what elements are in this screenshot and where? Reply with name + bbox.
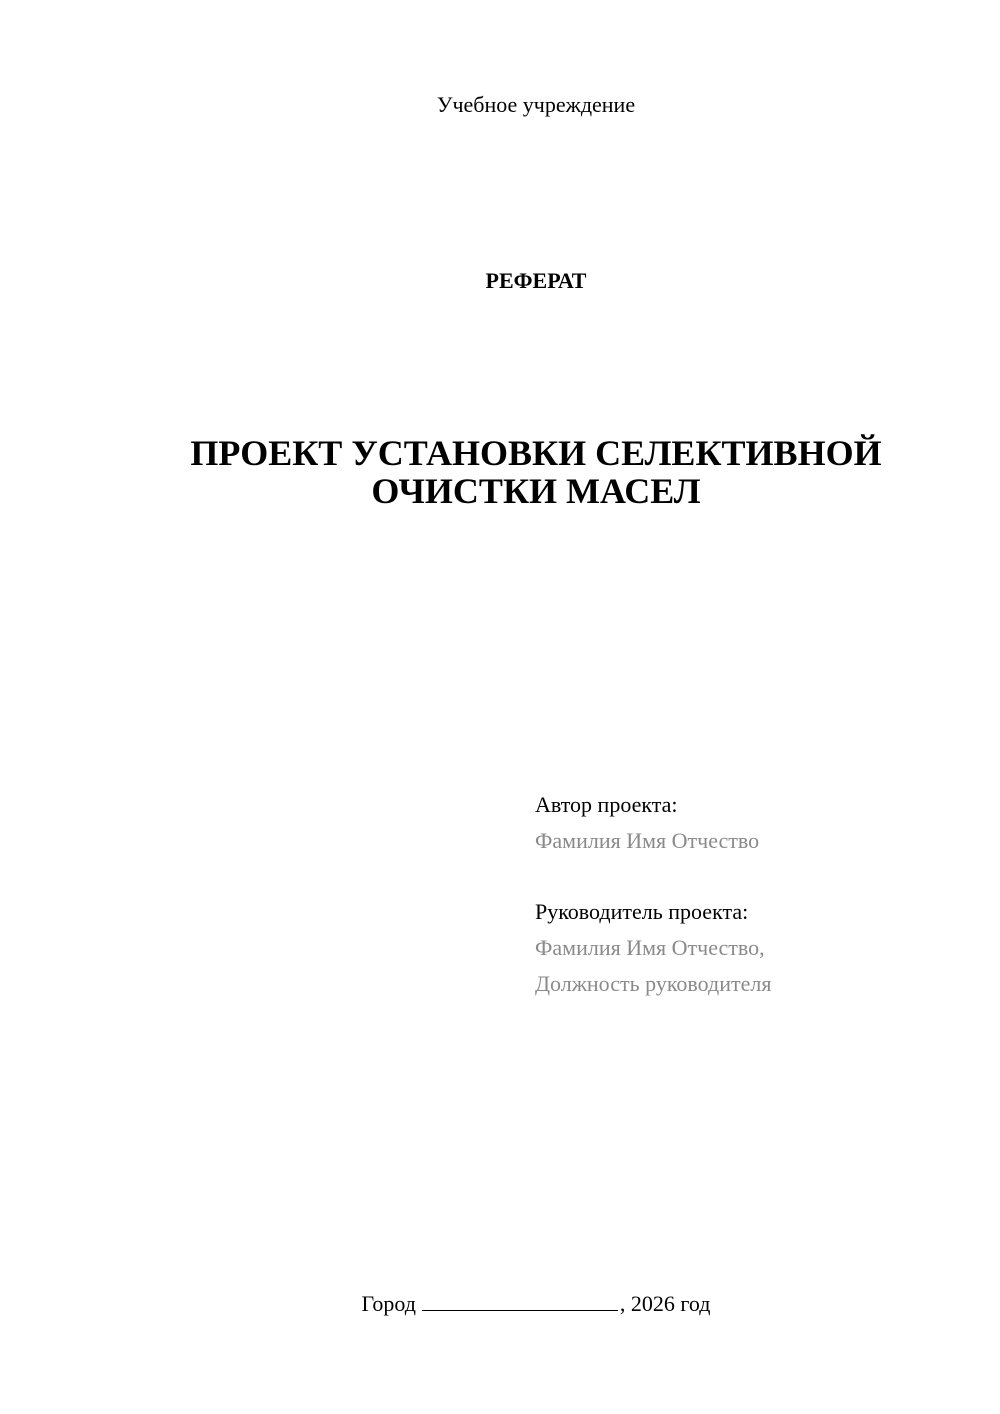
title-line-1: ПРОЕКТ УСТАНОВКИ СЕЛЕКТИВНОЙ bbox=[190, 433, 882, 473]
city-label: Город bbox=[361, 1291, 416, 1316]
credits-block bbox=[535, 787, 975, 1002]
supervisor-label: Руководитель проекта: bbox=[535, 899, 749, 924]
footer-city-year bbox=[0, 1290, 1000, 1318]
document-type: РЕФЕРАТ bbox=[485, 268, 587, 293]
year-label: , 2026 год bbox=[619, 1291, 711, 1316]
document-title bbox=[0, 434, 1000, 510]
institution-name: Учебное учреждение bbox=[436, 92, 636, 117]
credits-spacer bbox=[535, 859, 975, 894]
author-label: Автор проекта: bbox=[535, 792, 678, 817]
city-blank-line bbox=[422, 1290, 618, 1311]
supervisor-position-placeholder: Должность руководителя bbox=[535, 971, 772, 996]
title-line-2: ОЧИСТКИ МАСЕЛ bbox=[371, 471, 701, 511]
supervisor-name-placeholder: Фамилия Имя Отчество, bbox=[535, 935, 765, 960]
author-name-placeholder: Фамилия Имя Отчество bbox=[535, 828, 760, 853]
